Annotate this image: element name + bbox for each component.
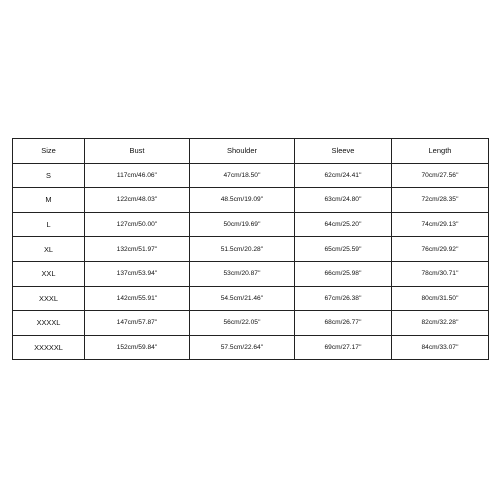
table-row [13, 237, 489, 262]
length-cell: 72cm/28.35'' [392, 188, 489, 213]
shoulder-cell: 57.5cm/22.64'' [190, 335, 295, 360]
shoulder-cell: 53cm/20.87'' [190, 261, 295, 286]
header-sleeve: Sleeve [295, 139, 392, 164]
size-cell: XXXL [13, 286, 85, 311]
shoulder-cell: 54.5cm/21.46'' [190, 286, 295, 311]
shoulder-cell: 56cm/22.05'' [190, 311, 295, 336]
size-cell: S [13, 163, 85, 188]
bust-cell: 117cm/46.06'' [85, 163, 190, 188]
shoulder-cell: 50cm/19.69'' [190, 212, 295, 237]
sleeve-cell: 66cm/25.98'' [295, 261, 392, 286]
shoulder-cell: 48.5cm/19.09'' [190, 188, 295, 213]
length-cell: 80cm/31.50'' [392, 286, 489, 311]
size-chart-table [12, 138, 489, 360]
length-cell: 74cm/29.13'' [392, 212, 489, 237]
table-row [13, 261, 489, 286]
table-row [13, 311, 489, 336]
sleeve-cell: 69cm/27.17'' [295, 335, 392, 360]
bust-cell: 127cm/50.00'' [85, 212, 190, 237]
table-row [13, 163, 489, 188]
sleeve-cell: 65cm/25.59'' [295, 237, 392, 262]
table-row [13, 286, 489, 311]
bust-cell: 147cm/57.87'' [85, 311, 190, 336]
bust-cell: 122cm/48.03'' [85, 188, 190, 213]
size-cell: XL [13, 237, 85, 262]
header-size: Size [13, 139, 85, 164]
size-cell: XXXXXL [13, 335, 85, 360]
size-cell: XXXXL [13, 311, 85, 336]
length-cell: 76cm/29.92'' [392, 237, 489, 262]
shoulder-cell: 51.5cm/20.28'' [190, 237, 295, 262]
sleeve-cell: 68cm/26.77'' [295, 311, 392, 336]
length-cell: 84cm/33.07'' [392, 335, 489, 360]
length-cell: 70cm/27.56'' [392, 163, 489, 188]
sleeve-cell: 64cm/25.20'' [295, 212, 392, 237]
header-bust: Bust [85, 139, 190, 164]
sleeve-cell: 63cm/24.80'' [295, 188, 392, 213]
sleeve-cell: 62cm/24.41'' [295, 163, 392, 188]
bust-cell: 137cm/53.94'' [85, 261, 190, 286]
table-row [13, 212, 489, 237]
header-shoulder: Shoulder [190, 139, 295, 164]
size-cell: L [13, 212, 85, 237]
size-cell: M [13, 188, 85, 213]
header-length: Length [392, 139, 489, 164]
sleeve-cell: 67cm/26.38'' [295, 286, 392, 311]
length-cell: 78cm/30.71'' [392, 261, 489, 286]
length-cell: 82cm/32.28'' [392, 311, 489, 336]
table-header-row [13, 139, 489, 164]
bust-cell: 152cm/59.84'' [85, 335, 190, 360]
bust-cell: 132cm/51.97'' [85, 237, 190, 262]
table-row [13, 188, 489, 213]
shoulder-cell: 47cm/18.50'' [190, 163, 295, 188]
size-cell: XXL [13, 261, 85, 286]
table-row [13, 335, 489, 360]
bust-cell: 142cm/55.91'' [85, 286, 190, 311]
